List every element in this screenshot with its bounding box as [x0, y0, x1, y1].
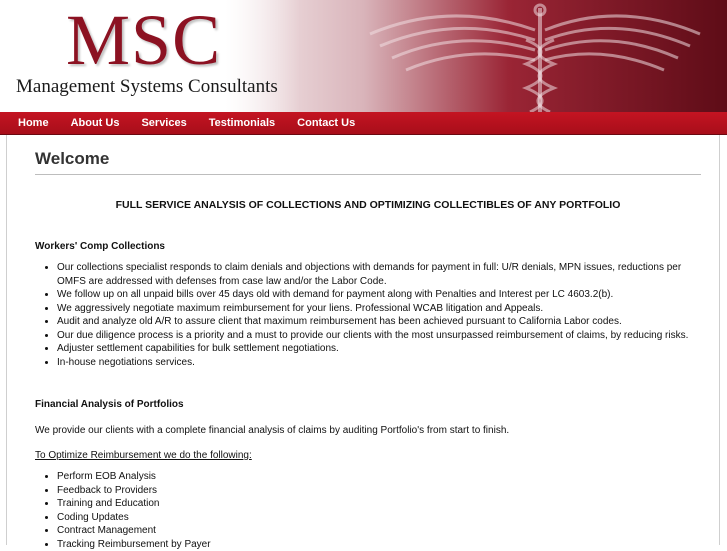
list-item: • Contract Management: [57, 524, 701, 538]
caduceus-icon: [330, 0, 727, 112]
financial-intro: We provide our clients with a complete financial analysis of claims by auditing Portfolio's from start to finish.: [35, 425, 701, 436]
list-item: • We follow up on all unpaid bills over 45 days old with demand for payment along with Penalties and Interest per LC 4603.2(b).: [57, 288, 701, 302]
list-item: • Perform EOB Analysis: [57, 470, 701, 484]
nav-home[interactable]: Home: [0, 112, 60, 134]
logo-subtitle: Management Systems Consultants: [16, 76, 278, 98]
nav-about-us[interactable]: About Us: [60, 112, 131, 134]
nav-contact-us[interactable]: Contact Us: [286, 112, 366, 134]
list-item: • Feedback to Providers: [57, 484, 701, 498]
main-content: [6, 135, 720, 545]
optimize-list: [35, 470, 701, 551]
financial-heading: Financial Analysis of Portfolios: [35, 399, 701, 410]
list-item: • Tracking Reimbursement by Payer: [57, 538, 701, 551]
page-title: Welcome: [35, 149, 701, 175]
list-item: • In-house negotiations services.: [57, 356, 701, 370]
site-header: [0, 0, 727, 112]
list-item: • Our collections specialist responds to claim denials and objections with demands for payment in full: U/R denials, MPN issues, reductions per OMFS are addressed with defenses from case law and/or the Labor Code.: [57, 261, 701, 288]
list-item: • Our due diligence process is a priority and a must to provide our clients with the most unsurpassed reimbursement of claims, by reducing risks.: [57, 329, 701, 343]
list-item: • Training and Education: [57, 497, 701, 511]
main-nav: [0, 112, 727, 135]
logo[interactable]: [0, 0, 300, 112]
optimize-subheading: To Optimize Reimbursement we do the following:: [35, 450, 701, 461]
workers-comp-list: [35, 261, 701, 369]
list-item: • Coding Updates: [57, 511, 701, 525]
nav-services[interactable]: Services: [130, 112, 197, 134]
workers-comp-heading: Workers' Comp Collections: [35, 241, 701, 252]
nav-testimonials[interactable]: Testimonials: [198, 112, 286, 134]
list-item: • Adjuster settlement capabilities for bulk settlement negotiations.: [57, 342, 701, 356]
list-item: • Audit and analyze old A/R to assure client that maximum reimbursement has been achieved pursuant to California Labor codes.: [57, 315, 701, 329]
logo-title: MSC: [66, 4, 221, 76]
list-item: • We aggressively negotiate maximum reimbursement for your liens. Professional WCAB litigation and Appeals.: [57, 302, 701, 316]
tagline: FULL SERVICE ANALYSIS OF COLLECTIONS AND OPTIMIZING COLLECTIBLES OF ANY PORTFOLIO: [35, 199, 701, 211]
